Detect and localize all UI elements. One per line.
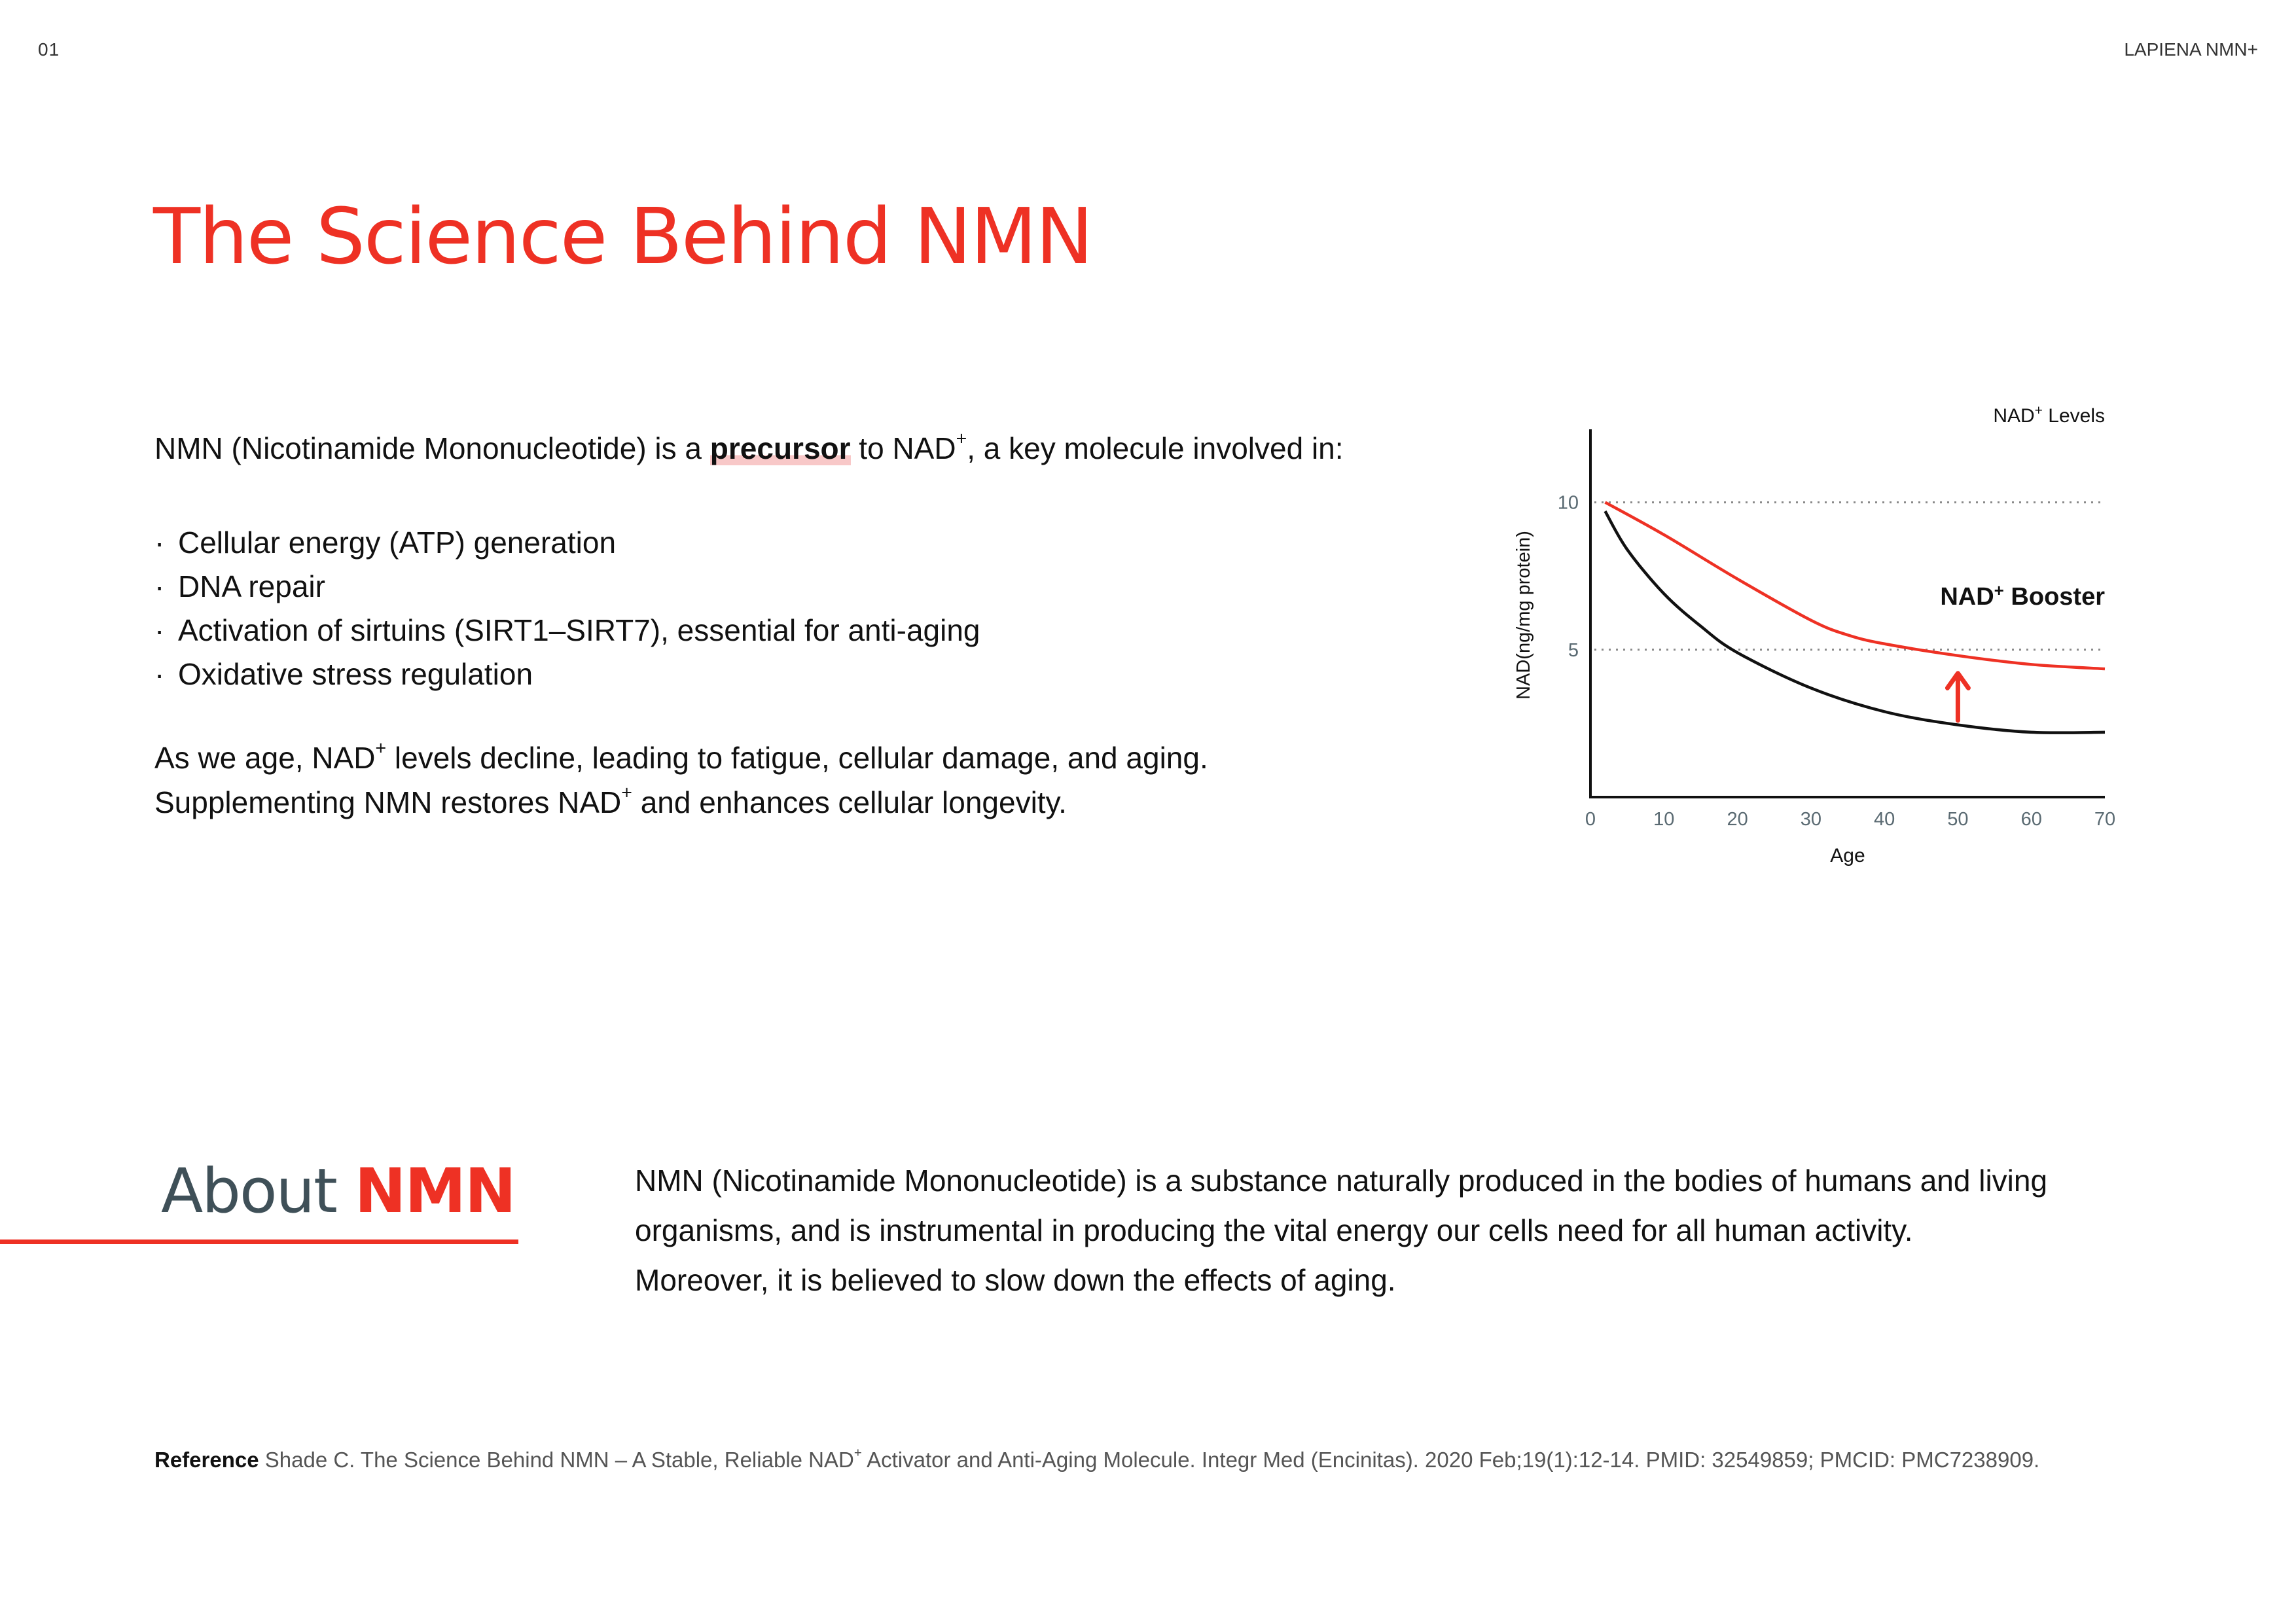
about-title-light: About (161, 1156, 355, 1227)
aging-line-1-sup: + (375, 738, 387, 759)
page-title: The Science Behind NMN (153, 191, 1092, 281)
aging-paragraph (154, 736, 1208, 825)
about-line: Moreover, it is believed to slow down the effects of aging. (635, 1263, 1396, 1297)
reference-text-b: Activator and Anti-Aging Molecule. Integr Med (Encinitas). 2020 Feb;19(1):12-14. PMID: 32549859; PMCID: PMC7238909. (861, 1448, 2040, 1472)
intro-text-after: to NAD (850, 431, 956, 465)
about-title-bold: NMN (354, 1156, 515, 1227)
x-axis-label: Age (1830, 845, 1865, 866)
x-tick-label: 70 (2094, 809, 2116, 830)
reference-label: Reference (154, 1448, 259, 1472)
aging-line-1-a: As we age, NAD (154, 741, 376, 775)
x-tick-label: 10 (1653, 809, 1675, 830)
benefit-list (154, 521, 980, 696)
x-tick-label: 40 (1874, 809, 1895, 830)
aging-line-2 (154, 780, 1208, 825)
list-item (154, 521, 980, 565)
aging-line-2-b: and enhances cellular longevity. (632, 785, 1067, 819)
list-item (154, 652, 980, 696)
bullet-dot: · (154, 526, 165, 560)
bullet-dot: · (154, 569, 165, 603)
aging-line-2-sup: + (621, 782, 632, 804)
chart-title: NAD+ Levels (1993, 403, 2105, 427)
reference-citation (154, 1445, 2040, 1472)
list-item-text: Cellular energy (ATP) generation (178, 526, 617, 560)
about-underline (0, 1240, 518, 1244)
aging-line-2-a: Supplementing NMN restores NAD (154, 785, 622, 819)
up-arrow-icon (1947, 673, 1968, 721)
list-item-text: DNA repair (178, 569, 325, 603)
aging-line-1 (154, 736, 1208, 780)
y-tick-label: 10 (1557, 492, 1579, 514)
about-paragraph (635, 1156, 2047, 1305)
x-tick-label: 0 (1585, 809, 1596, 830)
list-item-text: Activation of sirtuins (SIRT1–SIRT7), essential for anti-aging (178, 613, 980, 647)
y-tick-label: 5 (1568, 639, 1579, 661)
intro-sup: + (956, 428, 967, 450)
brand-label: LAPIENA NMN+ (2124, 39, 2258, 60)
about-line: NMN (Nicotinamide Mononucleotide) is a substance naturally produced in the bodies of humans and living (635, 1164, 2048, 1198)
booster-annotation: NAD+ Booster (1940, 580, 2105, 611)
x-tick-label: 50 (1947, 809, 1969, 830)
reference-sup: + (853, 1445, 862, 1461)
nad-levels-chart (1486, 393, 2121, 890)
x-tick-label: 30 (1800, 809, 1821, 830)
x-tick-label: 60 (2020, 809, 2042, 830)
aging-line-1-b: levels decline, leading to fatigue, cellular damage, and aging. (386, 741, 1208, 775)
bullet-dot: · (154, 657, 165, 691)
about-title (161, 1156, 515, 1227)
precursor-highlight: precursor (709, 431, 851, 465)
x-tick-label: 20 (1727, 809, 1748, 830)
bullet-dot: · (154, 613, 165, 647)
intro-paragraph (154, 429, 1344, 469)
intro-text-before: NMN (Nicotinamide Mononucleotide) is a (154, 431, 710, 465)
y-axis-label: NAD(ng/mg protein) (1513, 531, 1534, 700)
list-item (154, 609, 980, 652)
list-item (154, 565, 980, 609)
intro-text-end: , a key molecule involved in: (967, 431, 1344, 465)
about-line: organisms, and is instrumental in producing the vital energy our cells need for all human activity. (635, 1213, 1913, 1247)
list-item-text: Oxidative stress regulation (178, 657, 533, 691)
reference-text-a: Shade C. The Science Behind NMN – A Stable, Reliable NAD (259, 1448, 854, 1472)
page-number: 01 (38, 39, 60, 60)
